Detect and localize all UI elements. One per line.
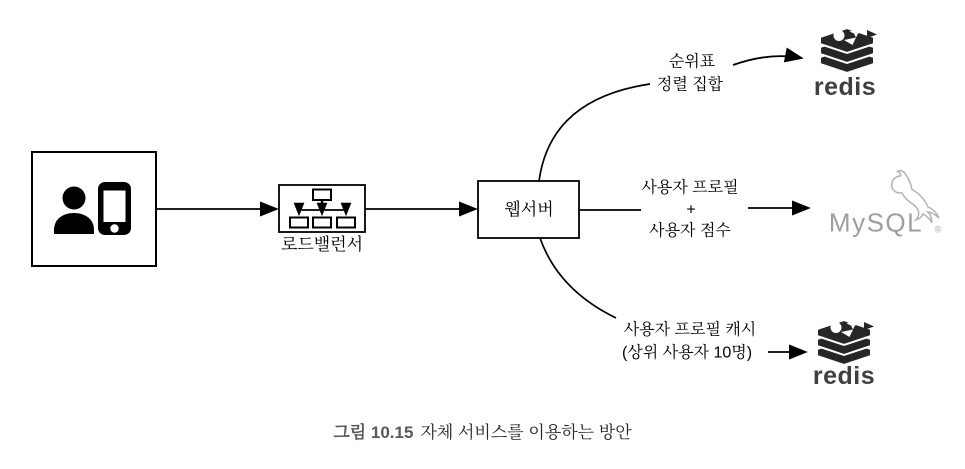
redis-logo-top [820,26,877,74]
load-balancer-box [279,185,365,232]
redis-wordmark-top: redis [813,73,877,101]
figure-caption-number: 그림 10.15 [333,423,414,442]
profile-cache-label-line1: 사용자 프로필 캐시 [623,321,757,339]
user-profile-label-plus: + [686,201,696,219]
user-profile-label-line2: 사용자 점수 [649,222,731,240]
curve-webserver-to-leaderboard [539,84,650,181]
smartphone-icon [98,182,131,235]
user-profile-label-line1: 사용자 프로필 [641,179,739,197]
redis-wordmark-bottom: redis [812,362,876,390]
profile-cache-label-line2: (상위 사용자 10명) [621,344,753,362]
load-balancer-label: 로드밸런서 [280,234,364,254]
mysql-wordmark: MySQL [828,207,924,238]
figure-caption-text: 자체 서비스를 이용하는 방안 [420,423,632,442]
figure-caption [0,421,965,445]
redis-logo-bottom [817,318,874,366]
leaderboard-label-line1: 순위표 [668,53,716,71]
client-box [32,152,156,266]
arrow-leaderboard-to-redis [733,56,801,65]
leaderboard-label-line2: 정렬 집합 [656,76,724,94]
mysql-registered-mark: ® [934,224,942,235]
web-server-label: 웹서버 [504,199,554,219]
curve-webserver-to-profilecache [540,238,616,318]
